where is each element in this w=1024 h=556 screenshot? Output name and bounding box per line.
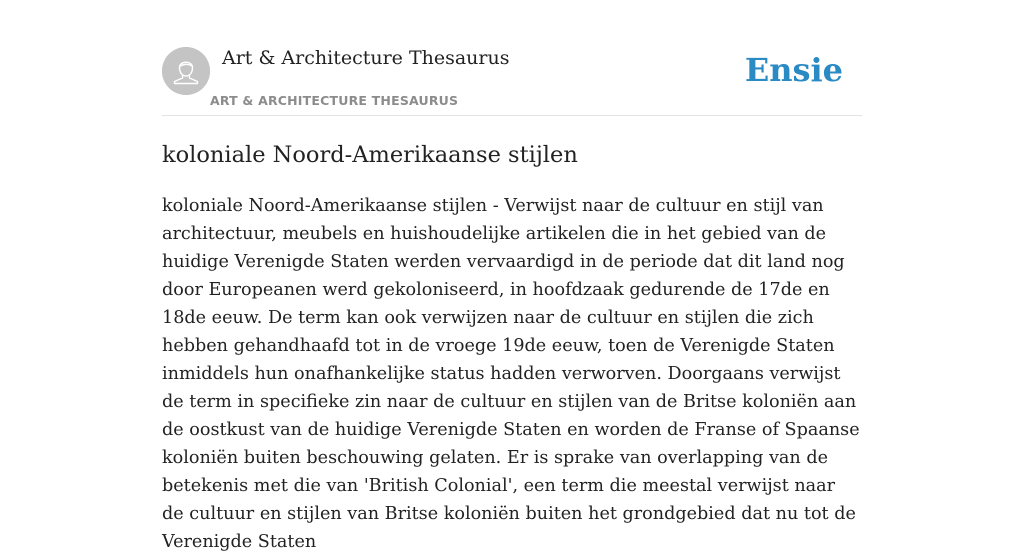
entry-title: koloniale Noord-Amerikaanse stijlen <box>162 142 578 168</box>
brand-logo[interactable]: Ensie <box>744 51 843 89</box>
user-silhouette-icon <box>162 47 210 95</box>
entry-header <box>162 0 862 116</box>
source-label[interactable]: ART & ARCHITECTURE THESAURUS <box>210 93 459 108</box>
avatar[interactable] <box>162 47 210 95</box>
author-name[interactable]: Art & Architecture Thesaurus <box>222 47 510 69</box>
entry-body: koloniale Noord-Amerikaanse stijlen - Verwijst naar de cultuur en stijl van architectuur, meubels en huishoudelijke artikelen die in het gebied van de huidige Verenigde Staten werden vervaardigd in de periode dat dit land nog door Europeanen werd gekoloniseerd, in hoofdzaak gedurende de 17de en 18de eeuw. De term kan ook verwijzen naar de cultuur en stijlen die zich hebben gehandhaafd tot in de vroege 19de eeuw, toen de Verenigde Staten inmiddels hun onafhankelijke status hadden verworven. Doorgaans verwijst de term in specifieke zin naar de cultuur en stijlen van de Britse koloniën aan de oostkust van de huidige Verenigde Staten en worden de Franse of Spaanse koloniën buiten beschouwing gelaten. Er is sprake van overlapping van de betekenis met die van 'British Colonial', een term die meestal verwijst naar de cultuur en stijlen van Britse koloniën buiten het grondgebied dat nu tot de Verenigde Staten <box>162 196 860 552</box>
page <box>162 0 862 552</box>
